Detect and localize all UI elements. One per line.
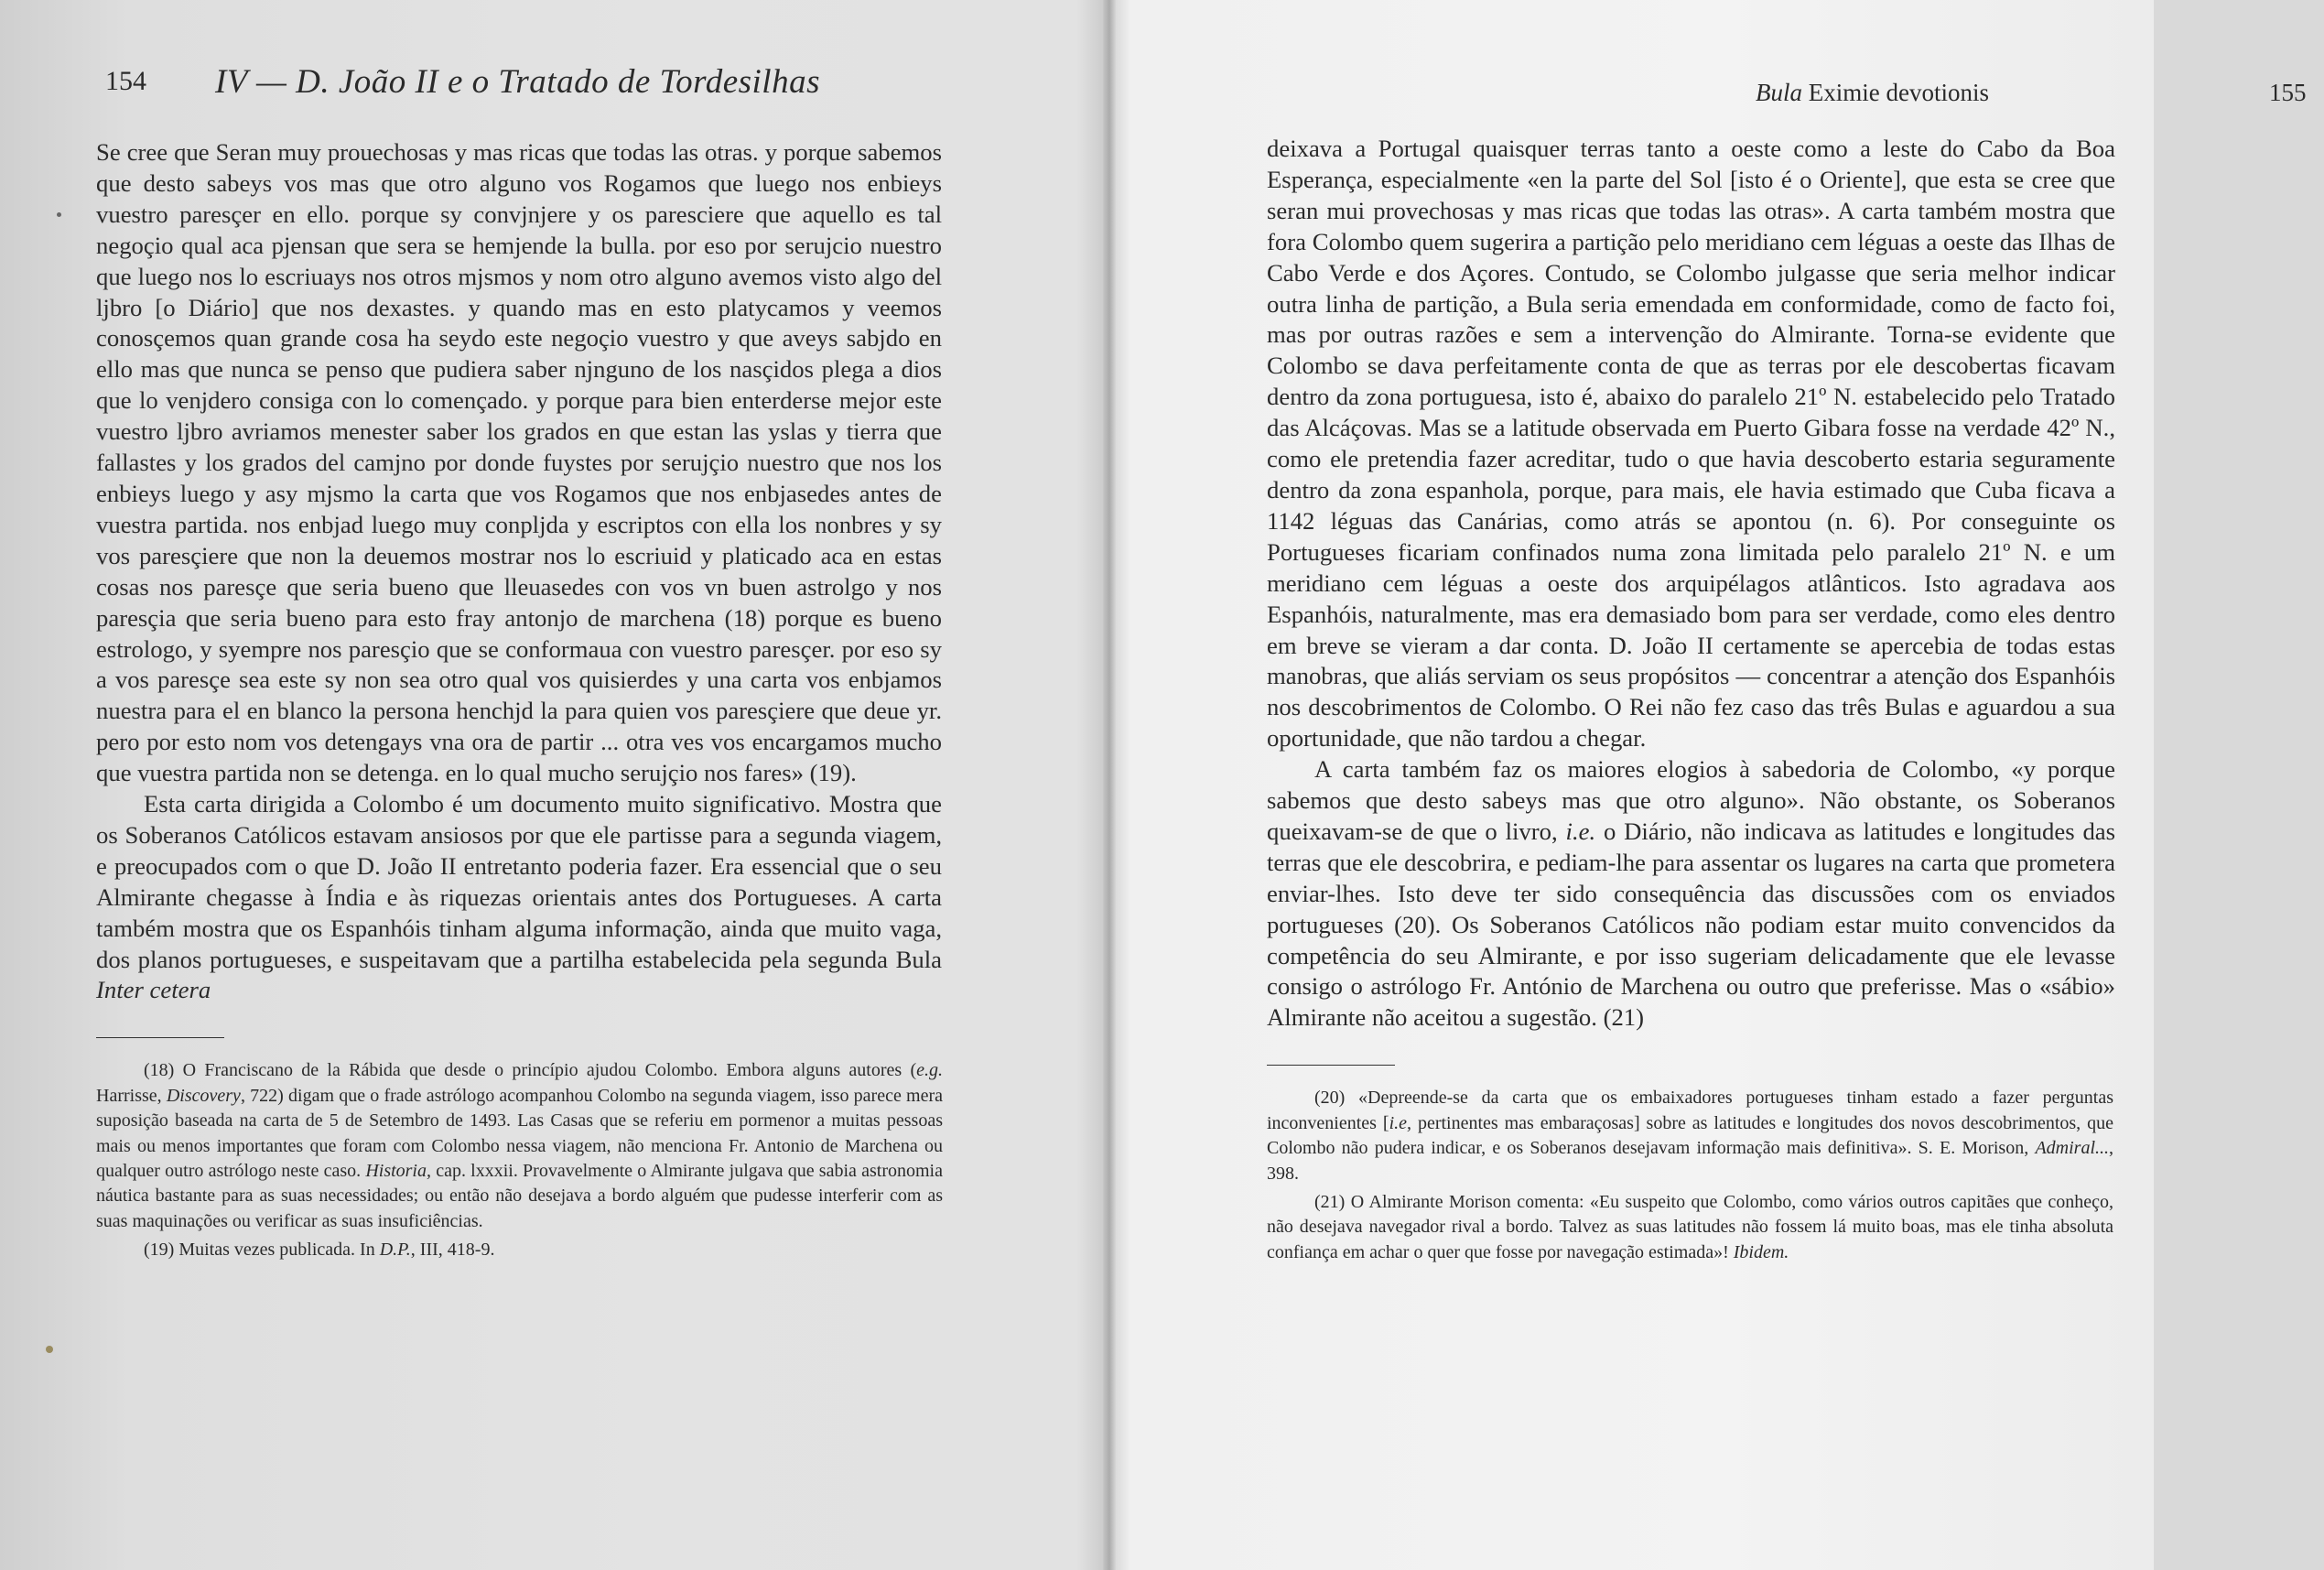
footnote-italic: Historia, (365, 1161, 431, 1181)
footnote-rule-left (96, 1037, 224, 1038)
commentary-paragraph (1267, 754, 2115, 1034)
right-footnotes (1267, 1086, 2113, 1265)
page-number-right: 155 (2269, 79, 2307, 106)
left-page (0, 0, 1109, 1570)
left-running-title: IV — D. João II e o Tratado de Tordesilhas (215, 63, 820, 101)
footnote-italic: e.g. (916, 1060, 944, 1081)
right-body-text (1267, 134, 2115, 1034)
footnote-text: , 722) digam que o frade astrólogo acompanhou Colombo na segunda viagem, isso parece mera suposição baseada na carta de 5 de Setembro de 1493. Las Casas que se referiu em pormenor a muitas pessoas mais ou menos importantes que foram com Colombo nessa viagem, não menciona Fr. Antonio de Marchena ou qualquer outro astrólogo neste caso. (96, 1085, 944, 1181)
footnote-text: pertinentes mas embaraçosas] sobre as latitudes e longitudes dos novos descobrimentos, que Colombo não pudera indicar, e os Soberanos desejavam informação mais definitiva». S. E. Morison, (1267, 1112, 2113, 1159)
right-running-title (1756, 79, 1989, 107)
footnote-text: , 398. (1267, 1138, 2113, 1184)
footnote-text: «Depreende-se da carta que os embaixadores portugueses tinham estado a fazer perguntas inconvenientes [ (1267, 1088, 2114, 1133)
footnote-italic: Discovery (166, 1085, 241, 1106)
footnote-18 (96, 1058, 943, 1234)
continuation-paragraph: deixava a Portugal quaisquer terras tanto a oeste como a leste do Cabo da Boa Esperança, especialmente «en la parte del Sol [isto é o Oriente], que esta se cree que seran mui provechosas y mas ricas que todas las otras». A carta também mostra que fora Colombo quem sugerira a partição pelo meridiano cem léguas a oeste das Ilhas de Cabo Verde e dos Açores. Contudo, se Colombo julgasse que seria melhor indicar outra linha de partição, a Bula seria emendada em conformidade, como de facto foi, mas por outras razões e sem a intervenção do Almirante. Torna-se evidente que Colombo se dava perfeitamente conta de que as terras por ele descobertas ficavam dentro da zona portuguesa, isto é, abaixo do paralelo 21º N. estabelecido pelo Tratado das Alcáçovas. Mas se a latitude observada em Puerto Gibara fosse na verdade 42º N., como ele pretendia fazer acreditar, tudo o que havia descoberto estaria seguramente dentro da zona espanhola, porque, para mais, ele havia estimado que Cuba ficava a 1142 léguas das Canárias, como atrás se apontou (n. 6). Por conseguinte os Portugueses ficariam confinados numa zona limitada pelo paralelo 21º N. e um meridiano cem léguas a oeste dos arquipélagos atlânticos. Isto agradava aos Espanhóis, naturalmente, mas era demasiado bom para ser verdade, como eles dentro em breve se vieram a dar conta. D. João II certamente se apercebia de todas estas manobras, que aliás serviam os seus propósitos — concentrar a atenção dos Espanhóis nos descobrimentos de Colombo. O Rei não fez caso das três Bulas e aguardou a sua oportunidade, que não tardou a chegar. (1267, 135, 2115, 753)
footnote-20 (1267, 1086, 2113, 1186)
footnote-marker: (20) (1314, 1088, 1346, 1109)
right-running-head (1267, 73, 2310, 114)
commentary-text: A carta também faz os maiores elogios à sabedoria de Colombo, «y porque sabemos que desto sabeys mas que otro alguno». Não obstante, os Soberanos queixavam-se de que o livro, (1267, 755, 2115, 845)
footnote-text: Harrisse, (96, 1085, 167, 1106)
footnote-text: cap. lxxxii. Provavelmente o Almirante julgava que sabia astronomia náutica bastante para as suas necessidades; ou então não desejava a bordo alguém que pudesse interferir com as suas maquinações ou verificar as suas insuficiências. (96, 1161, 943, 1231)
footnote-italic: Admiral... (2035, 1138, 2109, 1159)
footnote-italic: i.e, (1389, 1112, 1411, 1133)
footnote-19 (96, 1238, 943, 1262)
page-number-left: 154 (105, 66, 146, 96)
left-body-text (96, 137, 942, 1006)
commentary-text: Esta carta dirigida a Colombo é um documento muito significativo. Mostra que os Soberanos Católicos estavam ansiosos por que ele partisse para a segunda viagem, e preocupados com o que D. João II entretanto poderia fazer. Era essencial que o seu Almirante chegasse à Índia e às riquezas orientais antes dos Portugueses. A carta também mostra que os Espanhóis tinham alguma informação, ainda que muito vaga, dos planos portugueses, e suspeitavam que a partilha estabelecida pela segunda Bula (96, 790, 942, 973)
running-title-text: Eximie devotionis (1802, 79, 1989, 106)
ie-italic: i.e. (1565, 817, 1596, 845)
running-title-italic: Bula (1756, 79, 1802, 106)
left-footnotes (96, 1058, 943, 1262)
commentary-text: o Diário, não indicava as latitudes e longitudes das terras que ele descobrira, e pediam-lhe para assentar os lugares na carta que prometera enviar-lhes. Isto deve ter sido consequência das discussões com os enviados portugueses (20). Os Soberanos Católicos não podiam estar muito convencidos da competência do seu Almirante, e por isso sugeriam delicadamente que ele levasse consigo o astrólogo Fr. António de Marchena ou outro que preferisse. Mas o «sábio» Almirante não aceitou a sugestão. (21) (1267, 817, 2116, 1032)
left-running-head (96, 62, 1109, 103)
footnote-italic: D.P. (379, 1240, 411, 1261)
paper-speck (46, 1346, 53, 1353)
commentary-paragraph (96, 789, 942, 1006)
footnote-21 (1267, 1190, 2113, 1265)
right-page (1109, 0, 2307, 1570)
bula-title-inter-cetera: Inter cetera (96, 976, 211, 1004)
footnote-text: , III, 418-9. (410, 1240, 495, 1261)
footnote-rule-right (1267, 1065, 1395, 1066)
footnote-marker: (19) (144, 1240, 175, 1261)
footnote-text: O Almirante Morison comenta: «Eu suspeito que Colombo, como vários outros capitães que conheço, não desejava navegador rival a bordo. Talvez as suas latitudes não fossem lá muito boas, mas ele tinha absoluta confiança em achar o quer que fosse por navegação estimada»! (1267, 1191, 2113, 1262)
footnote-text: Muitas vezes publicada. In (178, 1240, 380, 1261)
footnote-marker: (21) (1314, 1191, 1346, 1212)
footnote-italic: Ibidem. (1733, 1241, 1789, 1262)
footnote-text: O Franciscano de la Rábida que desde o princípio ajudou Colombo. Embora alguns autores ( (182, 1060, 917, 1081)
paper-speck (57, 212, 61, 217)
footnote-marker: (18) (144, 1060, 175, 1081)
quoted-letter-paragraph: Se cree que Seran muy prouechosas y mas ricas que todas las otras. y porque sabemos que desto sabeys vos mas que otro alguno vos Rogamos que luego nos enbieys vuestro paresçer en ello. porque sy convjnjere y os paresciere que aquello es tal negoçio qual aca pjensan que sera se hemjende la bulla. por eso por serujcio nuestro que luego nos lo escriuays nos otros mjsmos y nom otro alguno avemos visto algo del ljbro [o Diário] que nos dexastes. y quando mas en esto platycamos y veemos conosçemos quan grande cosa ha seydo este negoçio vuestro y que aveys sabjdo en ello mas que nunca se penso que pudiera saber njnguno de los nasçidos plega a dios que lo venjdero consiga con lo començado. y porque para bien enterderse mejor este vuestro ljbro avriamos menester saber los grados en que estan las yslas y tierra que fallastes y los grados del camjno por donde fuystes por serujçio nuestro que nos los enbieys luego y asy mjsmo la carta que vos Rogamos que nos enbjasedes antes de vuestra partida. nos enbjad luego muy conpljda y escriptos con ella los nonbres y sy vos paresçiere que non la deuemos mostrar nos lo escriuid y platicado aca en estas cosas nos paresçe que seria bueno que lleuasedes con vos vn buen astrolgo y nos paresçia que seria bueno para esto fray antonjo de marchena (18) porque es bueno estrologo, y syempre nos paresçio que se conformaua con vuestro paresçer. por eso sy a vos paresçe sea este sy non sea otro qual vos quisierdes y una carta vos enbjamos nuestra para el en blanco la persona henchjd la para quien vos paresçiere que deue yr. pero por esto nom vos detengays vna ora de partir ... otra ves vos encargamos mucho que vuestra partida non se detenga. en lo qual mucho serujçio nos fares» (19). (96, 138, 942, 787)
